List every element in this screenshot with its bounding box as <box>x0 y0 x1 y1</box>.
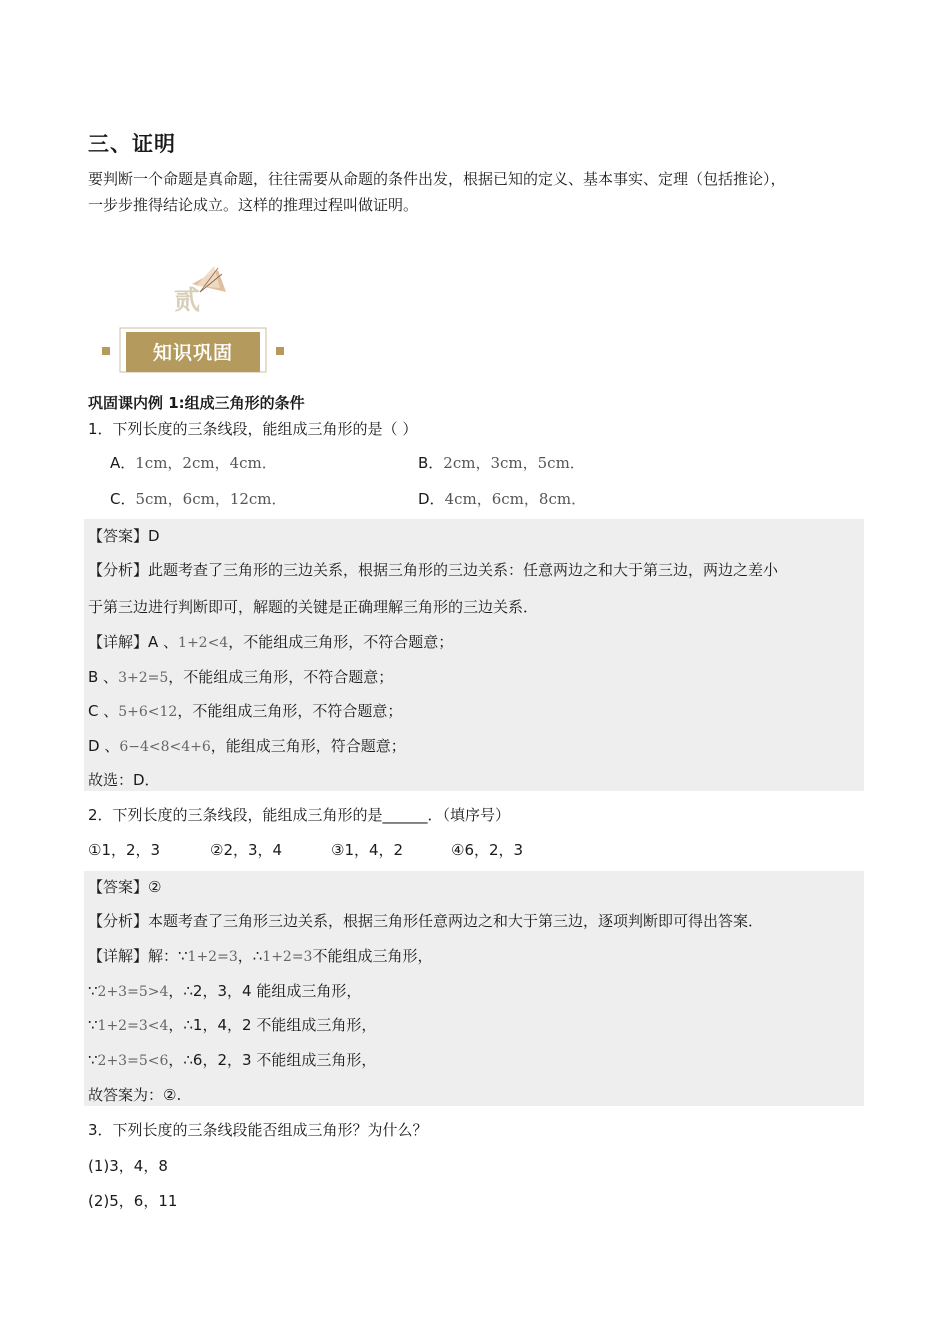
q1-option-b[interactable] <box>418 452 585 473</box>
q2-detail-1: 【详解】解：∵1+2=3，∴1+2=3不能组成三角形， <box>88 947 433 965</box>
option-letter: B． <box>418 454 444 472</box>
q1-option-d[interactable] <box>418 488 586 509</box>
q2-analysis: 【分析】本题考查了三角形三边关系，根据三角形任意两边之和大于第三边，逐项判断即可得出答案． <box>88 912 764 930</box>
q1-detail-d: D 、6−4<8<4+6，能组成三角形，符合题意； <box>88 737 406 755</box>
q1-detail-a: 【详解】A 、1+2<4，不能组成三角形，不符合题意； <box>88 633 454 651</box>
q3-part-2: (2)5，6，11 <box>88 1192 178 1210</box>
q1-conclusion: 故选：D． <box>88 771 160 789</box>
q2-option-4[interactable]: ④6，2，3 <box>451 841 524 859</box>
option-letter: A． <box>110 454 136 472</box>
q1-option-c[interactable] <box>110 488 287 509</box>
q2-answer: 【答案】② <box>88 878 162 896</box>
q2-option-3[interactable]: ③1，4，2 <box>331 841 404 859</box>
q2-detail-2: ∵2+3=5>4，∴2，3，4 能组成三角形， <box>88 982 362 1000</box>
section-paragraph-line2: 一步步推得结论成立。这样的推理过程叫做证明。 <box>88 196 419 214</box>
option-letter: C． <box>110 490 136 508</box>
q1-analysis-line2: 于第三边进行判断即可，解题的关键是正确理解三角形的三边关系． <box>88 598 539 616</box>
q2-conclusion: 故答案为：②. <box>88 1086 182 1104</box>
q1-stem: 1．下列长度的三条线段，能组成三角形的是（ ） <box>88 420 418 438</box>
section-heading: 三、证明 <box>88 132 176 156</box>
q1-option-a[interactable] <box>110 452 277 473</box>
banner-number: 贰 <box>174 286 201 316</box>
q2-option-1[interactable]: ①1，2，3 <box>88 841 161 859</box>
q1-detail-c: C 、5+6<12，不能组成三角形，不符合题意； <box>88 702 403 720</box>
section-paragraph-line1: 要判断一个命题是真命题，往往需要从命题的条件出发，根据已知的定义、基本事实、定理（包括推论）， <box>88 170 786 188</box>
q2-option-2[interactable]: ②2，3，4 <box>210 841 283 859</box>
q3-part-1: (1)3，4，8 <box>88 1157 168 1175</box>
knowledge-banner <box>100 262 290 374</box>
option-letter: D． <box>418 490 445 508</box>
q2-detail-3: ∵1+2=3<4，∴1，4，2 不能组成三角形， <box>88 1016 377 1034</box>
q1-answer: 【答案】D <box>88 527 160 545</box>
q2-stem: 2．下列长度的三条线段，能组成三角形的是______．（填序号） <box>88 806 511 824</box>
q1-analysis-line1: 【分析】此题考查了三角形的三边关系，根据三角形的三边关系：任意两边之和大于第三边，两边之差小 <box>88 561 779 579</box>
option-value: 5cm，6cm，12cm． <box>135 490 287 508</box>
q1-detail-b: B 、3+2=5，不能组成三角形，不符合题意； <box>88 668 394 686</box>
example-title: 巩固课内例 1:组成三角形的条件 <box>88 394 305 412</box>
q3-stem: 3．下列长度的三条线段能否组成三角形？为什么？ <box>88 1121 428 1139</box>
option-value: 1cm，2cm，4cm． <box>135 454 277 472</box>
option-value: 2cm，3cm，5cm． <box>443 454 585 472</box>
option-value: 4cm，6cm，8cm． <box>444 490 587 508</box>
q2-detail-4: ∵2+3=5<6，∴6，2，3 不能组成三角形， <box>88 1051 377 1069</box>
banner-label: 知识巩固 <box>152 342 233 364</box>
